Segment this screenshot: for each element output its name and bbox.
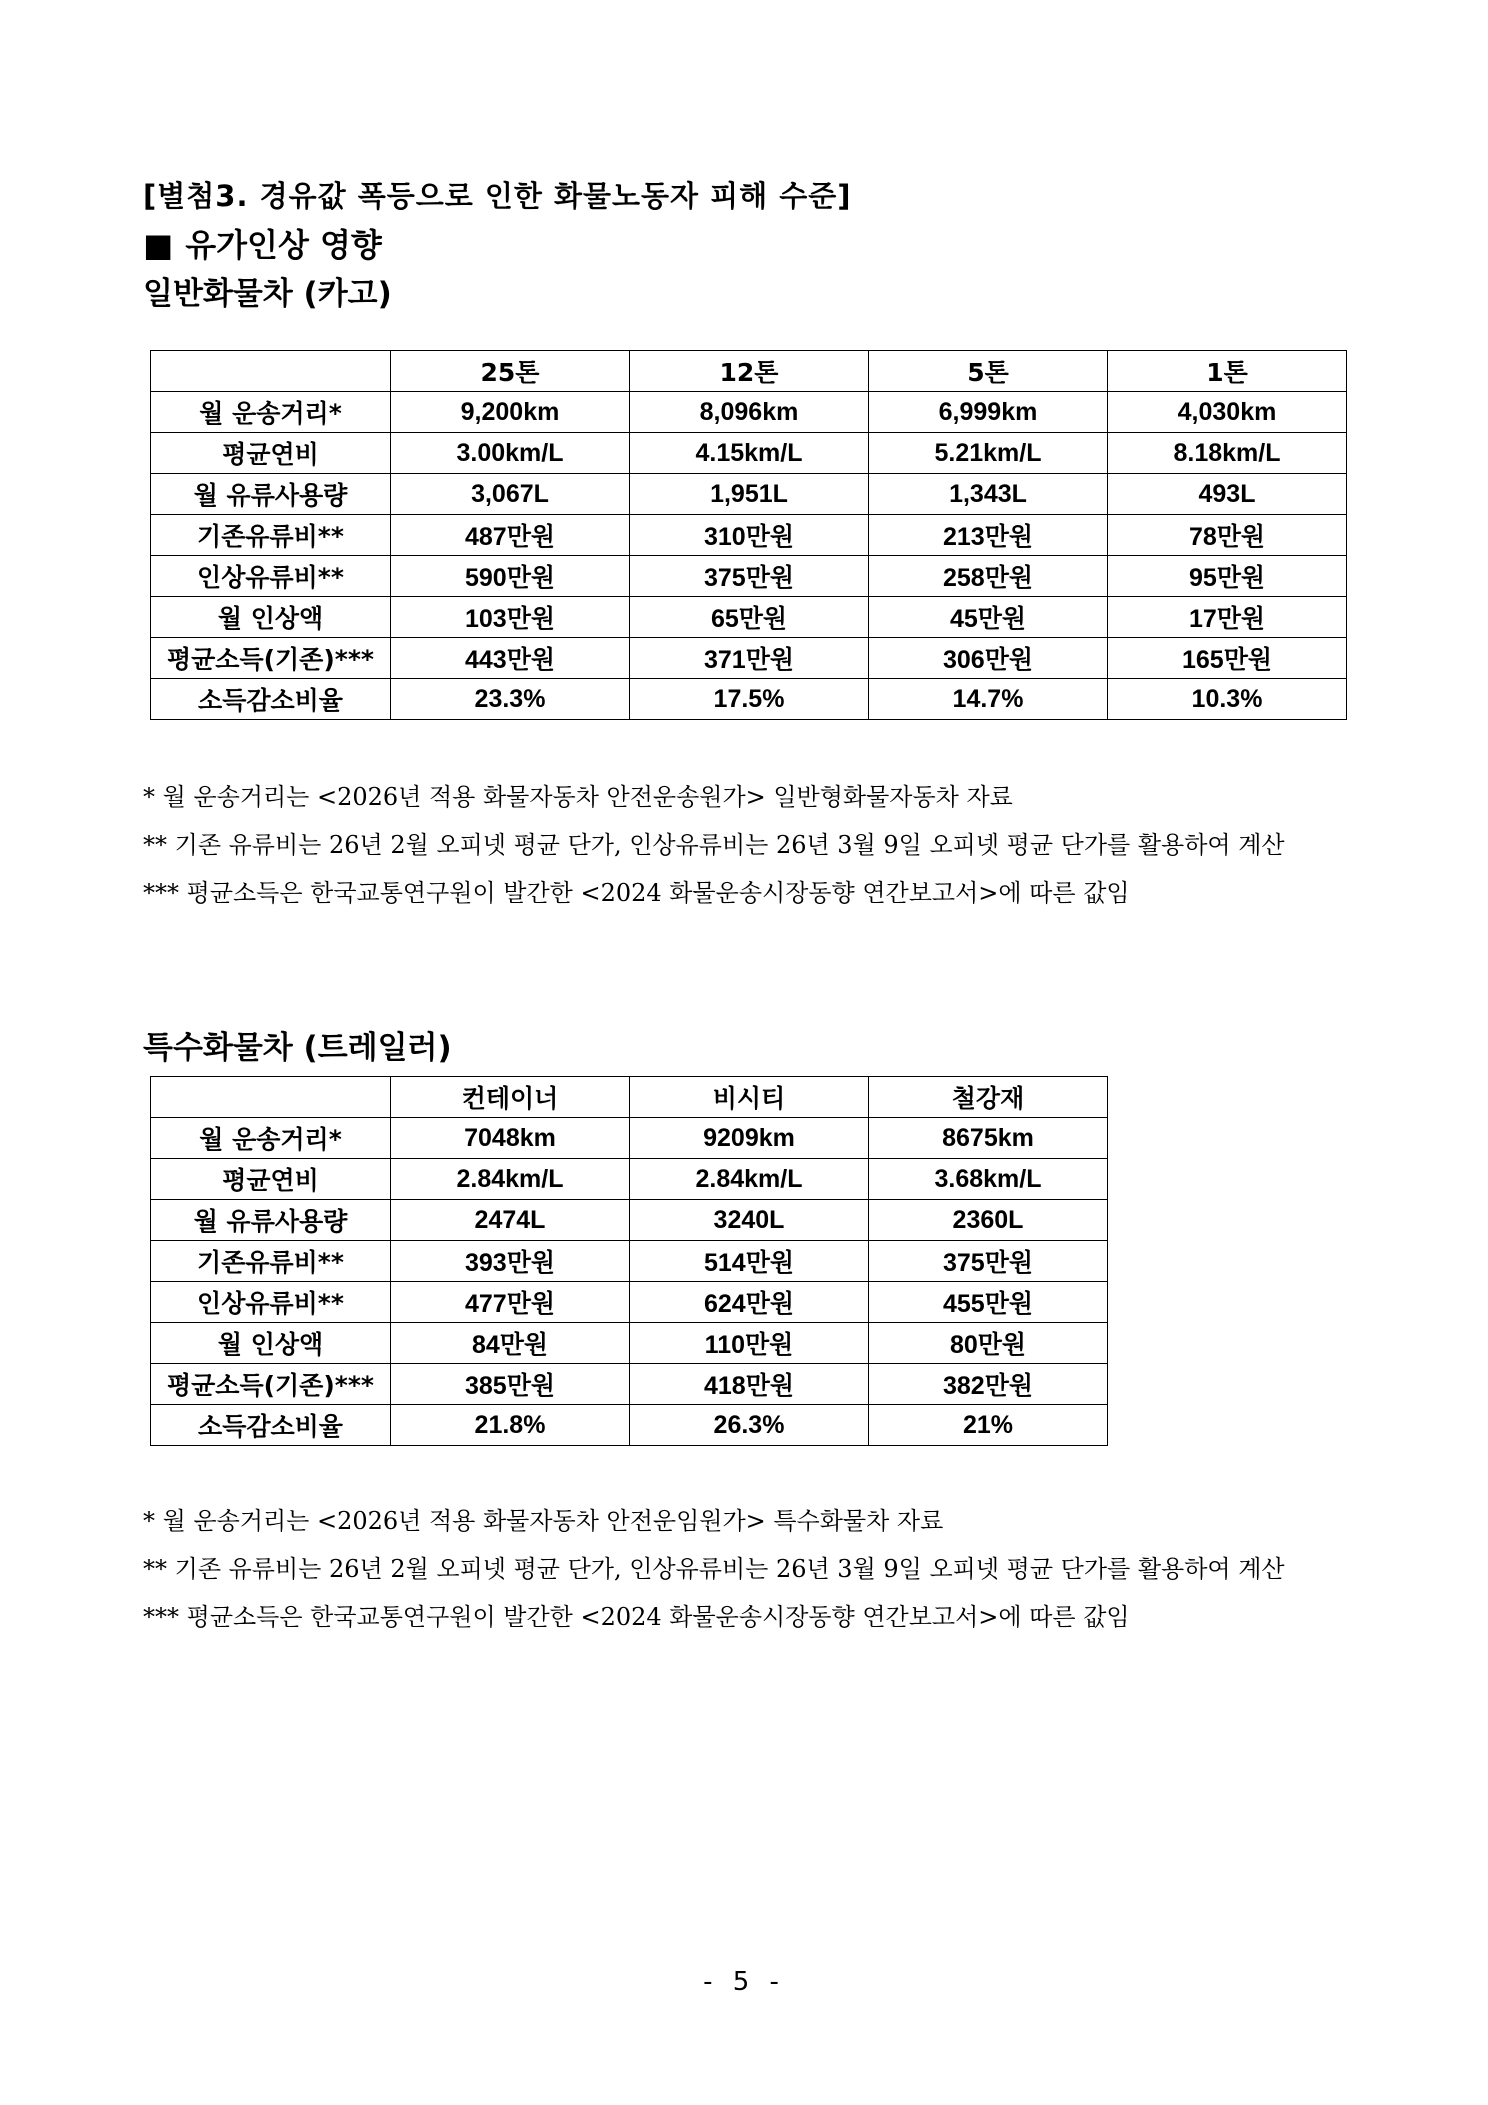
table-cell: 5.21km/L: [869, 433, 1108, 474]
footnote: *** 평균소득은 한국교통연구원이 발간한 <2024 화물운송시장동향 연간보고서>에 따른 값임: [143, 879, 1130, 907]
table-cell: 2360L: [869, 1200, 1108, 1241]
table-row: [151, 515, 1347, 556]
square-bullet-icon: ■: [143, 226, 174, 264]
footnote: ** 기존 유류비는 26년 2월 오피넷 평균 단가, 인상유류비는 26년 3월 9일 오피넷 평균 단가를 활용하여 계산: [143, 1555, 1285, 1583]
table-cell: 78만원: [1108, 515, 1347, 556]
row-label: 월 운송거리*: [151, 1118, 391, 1159]
table-cell: 8.18km/L: [1108, 433, 1347, 474]
table-cell: 1,951L: [630, 474, 869, 515]
row-label: 소득감소비율: [151, 1405, 391, 1446]
table-header-row: [151, 1077, 1108, 1118]
table-cell: 624만원: [630, 1282, 869, 1323]
cargo-table-body: [151, 392, 1347, 720]
table-cell: 165만원: [1108, 638, 1347, 679]
cargo-table: [150, 350, 1347, 720]
row-label: 평균연비: [151, 1159, 391, 1200]
page-number: - 5 -: [703, 1967, 785, 1997]
table-header-row: [151, 351, 1347, 392]
table-cell: 9,200km: [391, 392, 630, 433]
row-label: 월 운송거리*: [151, 392, 391, 433]
table-cell: 514만원: [630, 1241, 869, 1282]
table-cell: 455만원: [869, 1282, 1108, 1323]
cargo-notes: [143, 773, 1353, 917]
table-cell: 418만원: [630, 1364, 869, 1405]
table-cell: 443만원: [391, 638, 630, 679]
section-heading-text: 유가인상 영향: [185, 226, 382, 264]
table-cell: 371만원: [630, 638, 869, 679]
table-cell: 306만원: [869, 638, 1108, 679]
table-cell: 103만원: [391, 597, 630, 638]
table-cell: 14.7%: [869, 679, 1108, 720]
row-label: 월 인상액: [151, 1323, 391, 1364]
table-cell: 2.84km/L: [391, 1159, 630, 1200]
table-cell: 2474L: [391, 1200, 630, 1241]
table-cell: 3.68km/L: [869, 1159, 1108, 1200]
row-label: 월 유류사용량: [151, 1200, 391, 1241]
table-row: [151, 1118, 1108, 1159]
column-header-corner: [151, 351, 391, 392]
document-title: [별첨3. 경유값 폭등으로 인한 화물노동자 피해 수준]: [143, 179, 852, 213]
table-cell: 393만원: [391, 1241, 630, 1282]
table-cell: 382만원: [869, 1364, 1108, 1405]
table-row: [151, 679, 1347, 720]
row-label: 월 인상액: [151, 597, 391, 638]
cargo-heading: 일반화물차 (카고): [143, 276, 392, 312]
table-cell: 9209km: [630, 1118, 869, 1159]
trailer-table-body: [151, 1118, 1108, 1446]
row-label: 평균연비: [151, 433, 391, 474]
table-cell: 8675km: [869, 1118, 1108, 1159]
row-label: 평균소득(기존)***: [151, 1364, 391, 1405]
row-label: 소득감소비율: [151, 679, 391, 720]
row-label: 평균소득(기존)***: [151, 638, 391, 679]
table-row: [151, 392, 1347, 433]
table-cell: 8,096km: [630, 392, 869, 433]
table-row: [151, 474, 1347, 515]
table-cell: 80만원: [869, 1323, 1108, 1364]
table-cell: 84만원: [391, 1323, 630, 1364]
table-cell: 3.00km/L: [391, 433, 630, 474]
trailer-table: [150, 1076, 1108, 1446]
table-cell: 7048km: [391, 1118, 630, 1159]
table-cell: 110만원: [630, 1323, 869, 1364]
table-cell: 477만원: [391, 1282, 630, 1323]
table-cell: 21%: [869, 1405, 1108, 1446]
table-cell: 4,030km: [1108, 392, 1347, 433]
row-label: 기존유류비**: [151, 1241, 391, 1282]
table-row: [151, 556, 1347, 597]
row-label: 월 유류사용량: [151, 474, 391, 515]
column-header: 5톤: [869, 351, 1108, 392]
footnote: *** 평균소득은 한국교통연구원이 발간한 <2024 화물운송시장동향 연간보고서>에 따른 값임: [143, 1603, 1130, 1631]
table-cell: 17만원: [1108, 597, 1347, 638]
table-cell: 21.8%: [391, 1405, 630, 1446]
trailer-heading: 특수화물차 (트레일러): [143, 1030, 452, 1066]
column-header: 25톤: [391, 351, 630, 392]
table-cell: 3,067L: [391, 474, 630, 515]
table-row: [151, 1159, 1108, 1200]
table-cell: 6,999km: [869, 392, 1108, 433]
column-header: 12톤: [630, 351, 869, 392]
table-cell: 65만원: [630, 597, 869, 638]
column-header: 철강재: [869, 1077, 1108, 1118]
row-label: 인상유류비**: [151, 556, 391, 597]
table-cell: 258만원: [869, 556, 1108, 597]
trailer-notes: [143, 1497, 1353, 1641]
table-cell: 493L: [1108, 474, 1347, 515]
table-cell: 590만원: [391, 556, 630, 597]
table-cell: 10.3%: [1108, 679, 1347, 720]
table-cell: 1,343L: [869, 474, 1108, 515]
table-cell: 2.84km/L: [630, 1159, 869, 1200]
table-row: [151, 433, 1347, 474]
table-cell: 375만원: [630, 556, 869, 597]
section-heading: [143, 220, 382, 266]
row-label: 기존유류비**: [151, 515, 391, 556]
column-header-corner: [151, 1077, 391, 1118]
row-label: 인상유류비**: [151, 1282, 391, 1323]
table-cell: 23.3%: [391, 679, 630, 720]
table-cell: 487만원: [391, 515, 630, 556]
table-cell: 375만원: [869, 1241, 1108, 1282]
table-row: [151, 638, 1347, 679]
table-cell: 310만원: [630, 515, 869, 556]
table-row: [151, 1364, 1108, 1405]
table-row: [151, 597, 1347, 638]
table-cell: 17.5%: [630, 679, 869, 720]
column-header: 1톤: [1108, 351, 1347, 392]
table-cell: 213만원: [869, 515, 1108, 556]
footnote: ** 기존 유류비는 26년 2월 오피넷 평균 단가, 인상유류비는 26년 3월 9일 오피넷 평균 단가를 활용하여 계산: [143, 831, 1285, 859]
footnote: * 월 운송거리는 <2026년 적용 화물자동차 안전운임원가> 특수화물차 자료: [143, 1507, 944, 1535]
table-cell: 26.3%: [630, 1405, 869, 1446]
table-row: [151, 1282, 1108, 1323]
table-cell: 95만원: [1108, 556, 1347, 597]
column-header: 컨테이너: [391, 1077, 630, 1118]
table-row: [151, 1200, 1108, 1241]
column-header: 비시티: [630, 1077, 869, 1118]
table-cell: 4.15km/L: [630, 433, 869, 474]
table-cell: 385만원: [391, 1364, 630, 1405]
table-row: [151, 1241, 1108, 1282]
footnote: * 월 운송거리는 <2026년 적용 화물자동차 안전운송원가> 일반형화물자동차 자료: [143, 783, 1013, 811]
table-row: [151, 1405, 1108, 1446]
table-row: [151, 1323, 1108, 1364]
table-cell: 3240L: [630, 1200, 869, 1241]
table-cell: 45만원: [869, 597, 1108, 638]
